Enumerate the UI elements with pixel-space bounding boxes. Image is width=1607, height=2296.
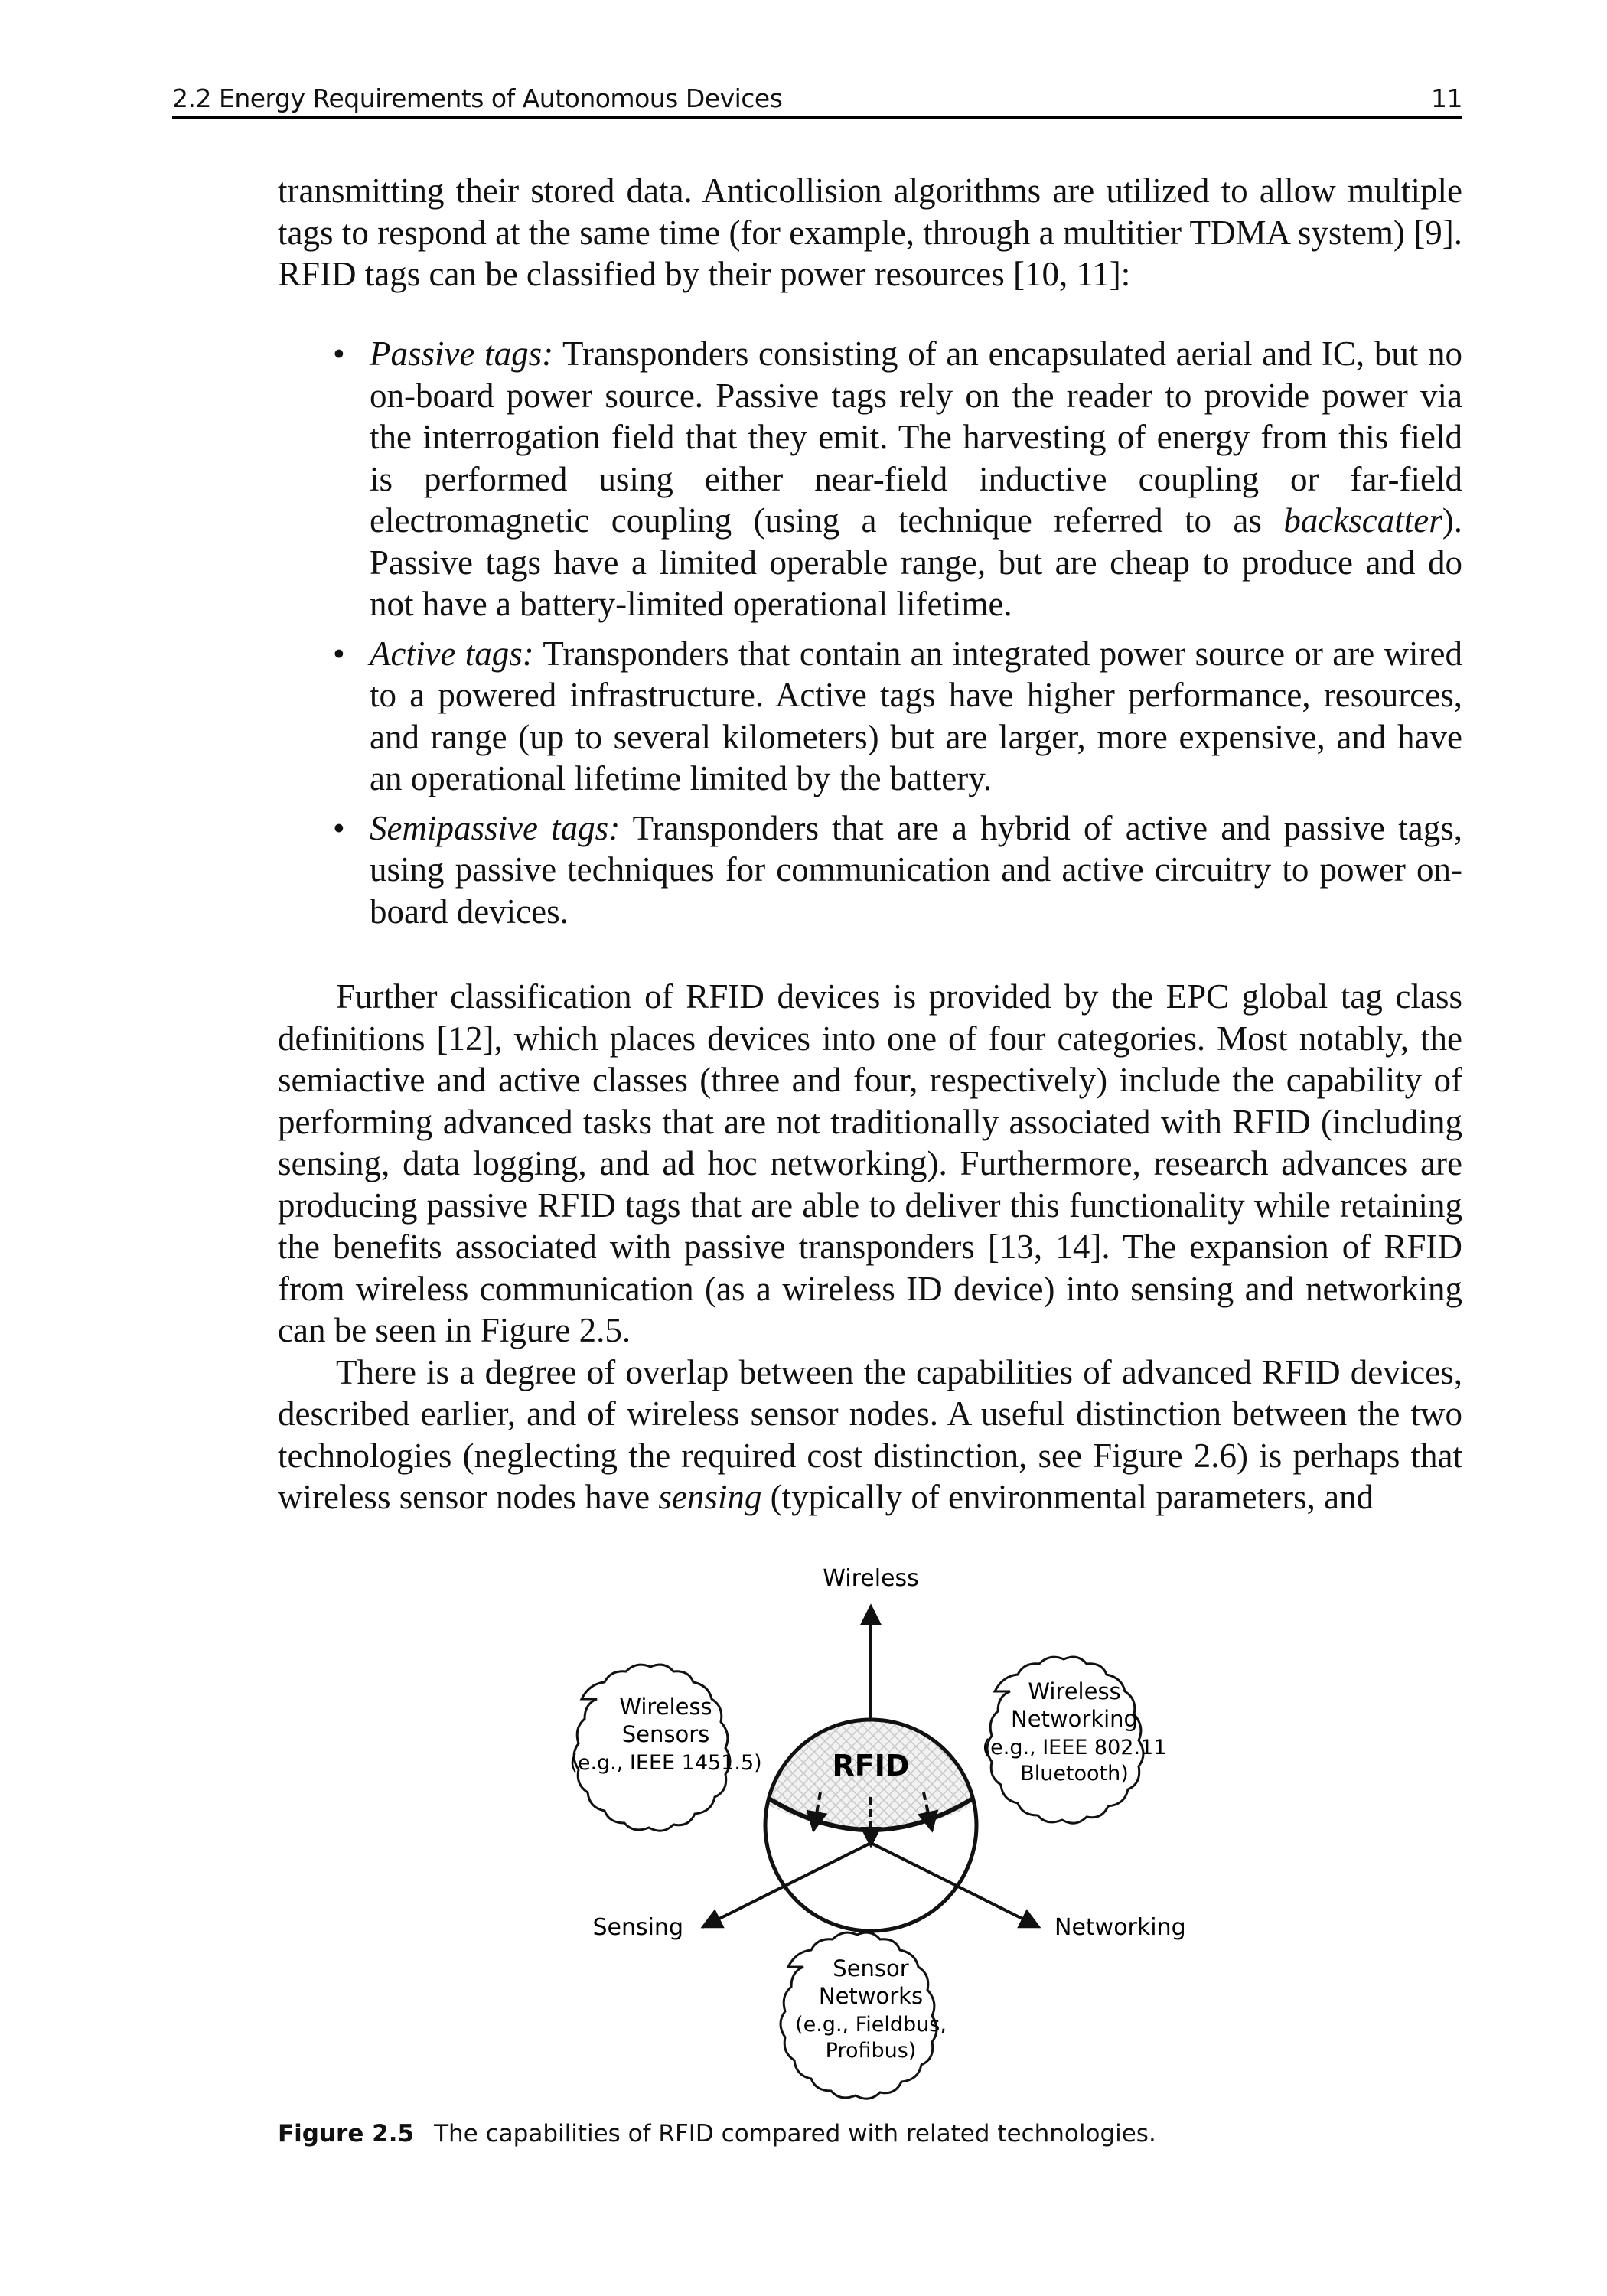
overlap-text-1: There is a degree of overlap between the capabilities of advanced RFID devices, described earlier, and of wireless sensor nodes. A useful distinction between the two technologies (neglecting the required cost distinction, see Figure 2.6) is perhaps that wireless sensor nodes have bbox=[278, 1352, 1462, 1516]
term-semipassive: Semipassive tags: bbox=[370, 808, 621, 847]
figure-caption-text: The capabilities of RFID compared with related technologies. bbox=[434, 2120, 1156, 2148]
desc-active: Transponders that contain an integrated power source or are wired to a powered infrastructure. Active tags have higher performance, resources, and range (up to several kilometers) but are larger, more expensive, and have an operational lifetime limited by the battery. bbox=[370, 634, 1462, 797]
cloud-wn-line-1: Wireless bbox=[1028, 1678, 1121, 1704]
figure-caption bbox=[278, 2120, 1156, 2148]
axis-label-networking: Networking bbox=[1054, 1914, 1186, 1941]
axis-wireless bbox=[823, 1565, 919, 1720]
intro-paragraph-block bbox=[278, 170, 1462, 295]
page-number: 11 bbox=[1431, 83, 1462, 113]
term-backscatter: backscatter bbox=[1283, 501, 1442, 540]
cloud-wn-line-4: Bluetooth) bbox=[1020, 1762, 1129, 1786]
axis-sensing bbox=[592, 1843, 871, 1941]
intro-paragraph: transmitting their stored data. Anticollision algorithms are utilized to allow multiple tags to respond at the same time (for example, through a multitier TDMA system) [9]. RFID tags can be classified by their power resources [10, 11]: bbox=[278, 171, 1462, 293]
term-passive: Passive tags: bbox=[370, 334, 554, 373]
cloud-wn-line-3: (e.g., IEEE 802.11 bbox=[982, 1736, 1167, 1760]
axis-label-sensing: Sensing bbox=[592, 1914, 683, 1941]
overlap-text-2: (typically of environmental parameters, and bbox=[761, 1478, 1374, 1516]
running-head bbox=[172, 83, 1462, 119]
tag-types-list-block bbox=[278, 333, 1462, 940]
rfid-capabilities-diagram bbox=[0, 1554, 1607, 2105]
cloud-sensor-networks bbox=[781, 1932, 947, 2099]
cloud-ws-line-1: Wireless bbox=[619, 1694, 712, 1720]
tag-types-list bbox=[278, 333, 1462, 932]
desc-passive-2: ). Passive tags have a limited operable range, but are cheap to produce and do not have a battery-limited operational lifetime. bbox=[370, 501, 1462, 623]
cloud-sn-line-2: Networks bbox=[818, 1983, 924, 2009]
term-active: Active tags: bbox=[370, 634, 534, 673]
axis-label-wireless: Wireless bbox=[823, 1565, 919, 1592]
cloud-ws-line-2: Sensors bbox=[621, 1721, 710, 1747]
bullet-icon: • bbox=[333, 334, 345, 373]
cloud-wireless-sensors bbox=[569, 1665, 761, 1831]
rfid-circle bbox=[765, 1720, 976, 1931]
list-item-passive-tags bbox=[278, 333, 1462, 625]
bullet-icon: • bbox=[333, 634, 345, 673]
section-title: 2.2 Energy Requirements of Autonomous Devices bbox=[172, 83, 783, 113]
desc-passive-1: Transponders consisting of an encapsulated aerial and IC, but no on-board power source. Passive tags rely on the reader to provide power via the interrogation field that they emit. The harvesting of energy from this field is performed using either near-field inductive coupling or far-field electromagnetic coupling (using a technique referred to as bbox=[370, 334, 1463, 540]
cloud-sn-line-4: Profibus) bbox=[825, 2039, 917, 2063]
body-paragraphs-block bbox=[278, 976, 1462, 1518]
epc-paragraph: Further classification of RFID devices is provided by the EPC global tag class definitions [12], which places devices into one of four categories. Most notably, the semiactive and active classes (three and four, respectively) include the capability of performing advanced tasks that are not traditionally associated with RFID (including sensing, data logging, and ad hoc networking). Furthermore, research advances are producing passive RFID tags that are able to deliver this functionality while retaining the benefits associated with passive transponders [13, 14]. The expansion of RFID from wireless communication (as a wireless ID device) into sensing and networking can be seen in Figure 2.5. bbox=[278, 977, 1462, 1349]
rfid-label: RFID bbox=[832, 1749, 910, 1782]
cloud-sn-line-3: (e.g., Fieldbus, bbox=[795, 2013, 947, 2037]
overlap-paragraph bbox=[278, 1352, 1462, 1518]
cloud-sn-line-1: Sensor bbox=[833, 1955, 909, 1981]
cloud-wireless-networking bbox=[983, 1657, 1167, 1823]
cloud-ws-line-3: (e.g., IEEE 1451.5) bbox=[569, 1751, 762, 1775]
axis-networking bbox=[871, 1843, 1186, 1941]
list-item-active-tags bbox=[278, 633, 1462, 800]
list-item-semipassive-tags bbox=[278, 807, 1462, 933]
overlap-emphasis: sensing bbox=[658, 1478, 762, 1516]
cloud-wn-line-2: Networking bbox=[1011, 1706, 1138, 1732]
figure-caption-label: Figure 2.5 bbox=[278, 2120, 415, 2148]
desc-semipassive: Transponders that are a hybrid of active and passive tags, using passive techniques for communication and active circuitry to power on-board devices. bbox=[370, 808, 1463, 931]
bullet-icon: • bbox=[333, 808, 345, 847]
